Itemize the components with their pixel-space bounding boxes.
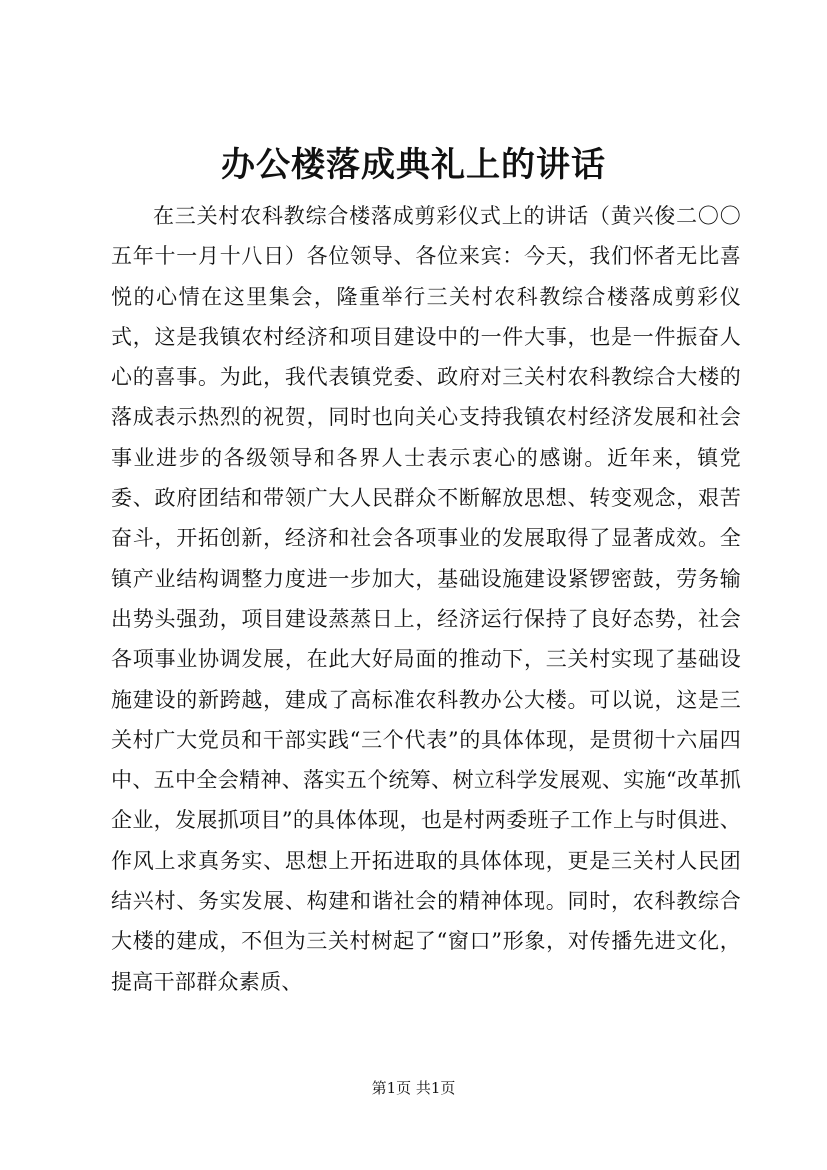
page-number-footer: 第1页 共1页	[371, 1079, 456, 1097]
document-body-paragraph: 在三关村农科教综合楼落成剪彩仪式上的讲话（黄兴俊二〇〇五年十一月十八日）各位领导、各位来宾：今天，我们怀者无比喜悦的心情在这里集会，隆重举行三关村农科教综合楼落成剪彩仪式，这是我镇农村经济和项目建设中的一件大事，也是一件振奋人心的喜事。为此，我代表镇党委、政府对三关村农科教综合大楼的落成表示热烈的祝贺，同时也向关心支持我镇农村经济发展和社会事业进步的各级领导和各界人士表示衷心的感谢。近年来，镇党委、政府团结和带领广大人民群众不断解放思想、转变观念，艰苦奋斗，开拓创新，经济和社会各项事业的发展取得了显著成效。全镇产业结构调整力度进一步加大，基础设施建设紧锣密鼓，劳务输出势头强劲，项目建设蒸蒸日上，经济运行保持了良好态势，社会各项事业协调发展，在此大好局面的推动下，三关村实现了基础设施建设的新跨越，建成了高标准农科教办公大楼。可以说，这是三关村广大党员和干部实践“三个代表”的具体体现，是贯彻十六届四中、五中全会精神、落实五个统筹、树立科学发展观、实施“改革抓企业，发展抓项目”的具体体现，也是村两委班子工作上与时俱进、作风上求真务实、思想上开拓进取的具体体现，更是三关村人民团结兴村、务实发展、构建和谐社会的精神体现。同时，农科教综合大楼的建成，不但为三关村树起了“窗口”形象，对传播先进文化，提高干部群众素质、	[111, 204, 741, 994]
document-title: 办公楼落成典礼上的讲话	[221, 145, 606, 185]
